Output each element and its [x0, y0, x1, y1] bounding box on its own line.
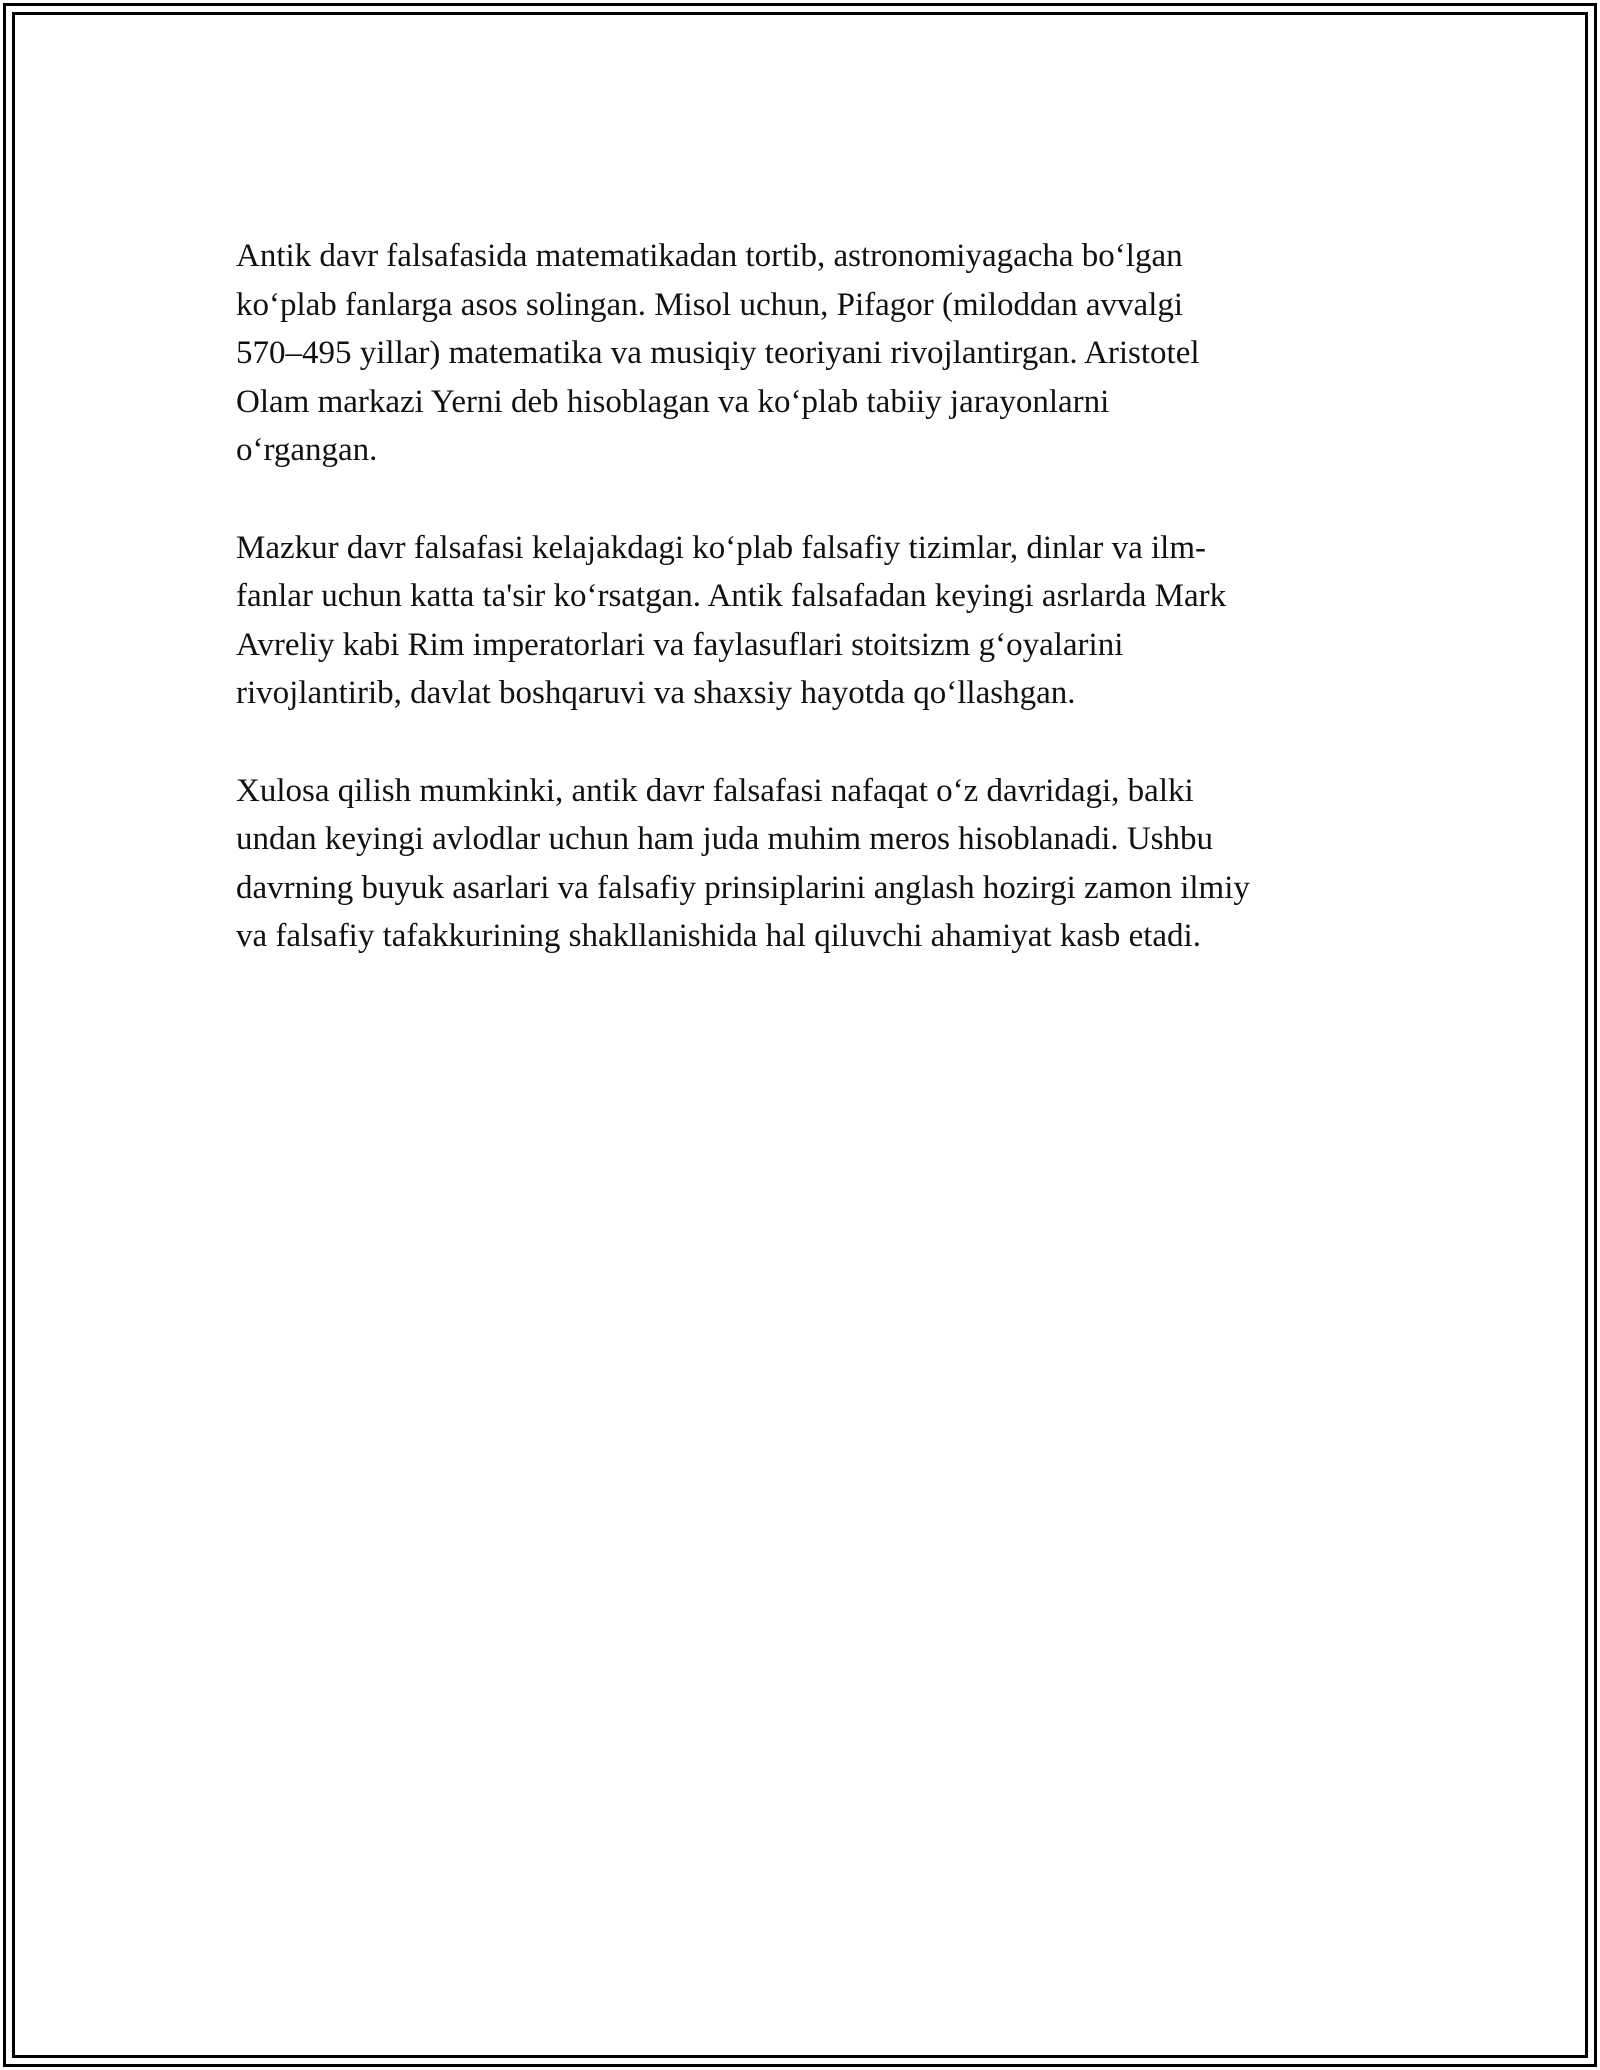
- text-line: o‘rgangan.: [236, 432, 378, 468]
- text-line: Olam markazi Yerni deb hisoblagan va ko‘plab tabiiy jarayonlarni: [236, 383, 1110, 420]
- text-line: Xulosa qilish mumkinki, antik davr falsafasi nafaqat o‘z davridagi, balki: [236, 772, 1194, 809]
- paragraph-1: [236, 232, 1396, 475]
- text-line: undan keyingi avlodlar uchun ham juda muhim meros hisoblanadi. Ushbu: [236, 821, 1213, 857]
- text-line: davrning buyuk asarlari va falsafiy prinsiplarini anglash hozirgi zamon ilmiy: [236, 869, 1250, 906]
- document-body: [236, 232, 1396, 1010]
- text-line: va falsafiy tafakkurining shakllanishida hal qiluvchi ahamiyat kasb etadi.: [236, 918, 1201, 954]
- text-line: Mazkur davr falsafasi kelajakdagi ko‘plab falsafiy tizimlar, dinlar va ilm-: [236, 529, 1206, 566]
- text-line: rivojlantirib, davlat boshqaruvi va shaxsiy hayotda qo‘llashgan.: [236, 675, 1076, 711]
- paragraph-2: [236, 524, 1396, 718]
- text-line: Antik davr falsafasida matematikadan tortib, astronomiyagacha bo‘lgan: [236, 238, 1183, 274]
- text-line: fanlar uchun katta ta'sir ko‘rsatgan. Antik falsafadan keyingi asrlarda Mark: [236, 578, 1227, 614]
- text-line: ko‘plab fanlarga asos solingan. Misol uchun, Pifagor (miloddan avvalgi: [236, 286, 1184, 323]
- text-line: Avreliy kabi Rim imperatorlari va faylasuflari stoitsizm g‘oyalarini: [236, 626, 1124, 663]
- paragraph-3: [236, 767, 1396, 961]
- text-line: 570–495 yillar) matematika va musiqiy teoriyani rivojlantirgan. Aristotel: [236, 335, 1200, 371]
